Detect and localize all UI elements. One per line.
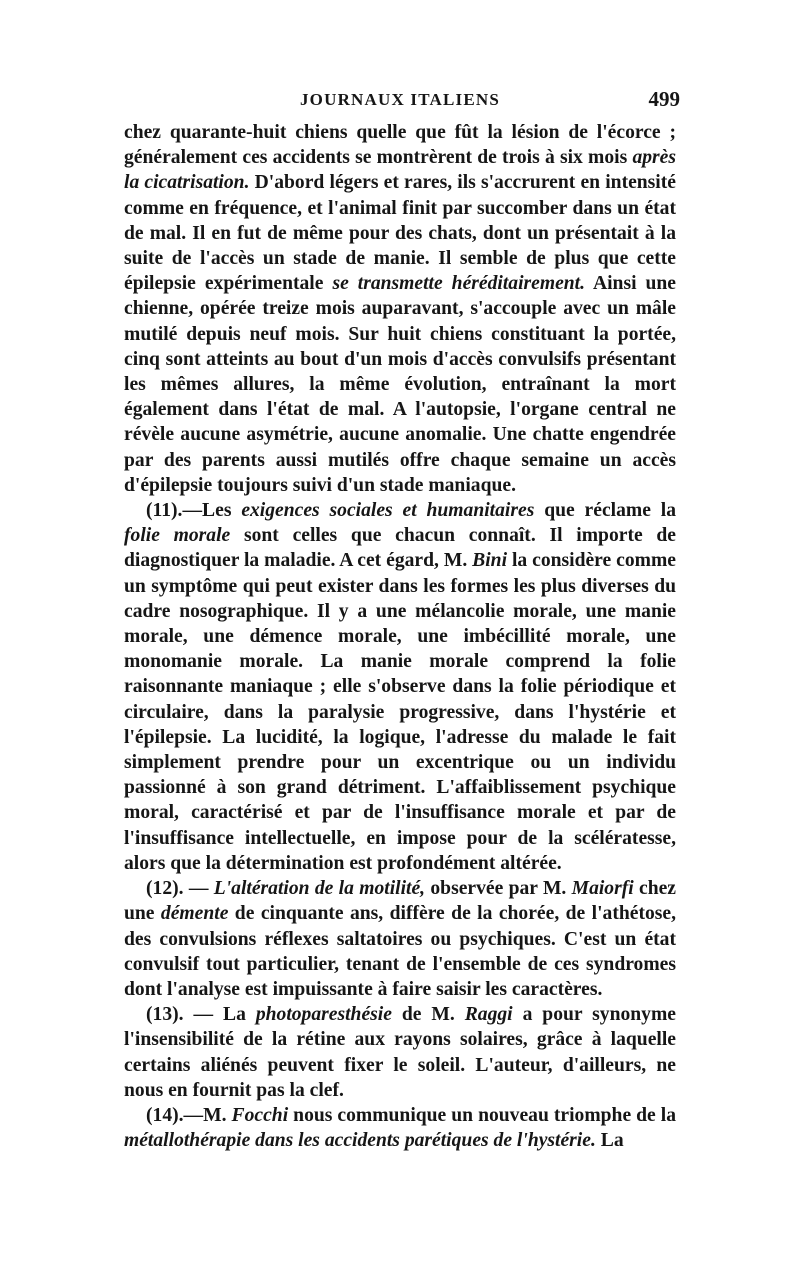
text-segment: (14).—M. (146, 1104, 232, 1126)
italic-text-segment: se transmette héréditairement. (332, 273, 586, 295)
italic-text-segment: Focchi (231, 1104, 289, 1126)
italic-text-segment: Maiorfi (571, 878, 634, 900)
text-segment: que réclame la (534, 500, 676, 522)
italic-text-segment: exigences sociales et humanitaires (241, 500, 535, 522)
italic-text-segment: L'altération de la motilité, (213, 878, 426, 900)
italic-text-segment: Bini (472, 550, 508, 572)
text-segment: nous communique un nouveau triomphe de la (288, 1104, 676, 1126)
italic-text-segment: photoparesthésie (255, 1004, 392, 1026)
paragraph (124, 1002, 676, 1103)
italic-text-segment: métallothérapie dans les accidents parétiques de l'hystérie. (124, 1130, 596, 1152)
text-segment: observée par M. (425, 878, 572, 900)
paragraph (124, 1103, 676, 1153)
text-segment: Ainsi une chienne, opérée treize mois auparavant, s'accouple avec un mâle mutilé depuis neuf mois. Sur huit chiens constituant la portée, cinq sont atteints au bout d'un mois d'accès convulsifs présentant les mêmes allures, la même évolution, entraînant la mort également dans l'état de mal. A l'autopsie, l'organe central ne révèle aucune asymétrie, aucune anomalie. Une chatte engendrée par des parents aussi mutilés offre chaque semaine un accès d'épilepsie toujours suivi d'un stade maniaque. (124, 273, 676, 496)
italic-text-segment: Raggi (464, 1004, 513, 1026)
italic-text-segment: folie morale (124, 525, 231, 547)
text-segment: la considère comme un symptôme qui peut exister dans les formes les plus diverses du cadre nosographique. Il y a une mélancolie morale, une manie morale, une démence morale, une imbécillité morale, une monomanie morale. La manie morale comprend la folie raisonnante maniaque ; elle s'observe dans la folie périodique et circulaire, dans la paralysie progressive, dans l'hystérie et l'épilepsie. La lucidité, la logique, l'adresse du malade le fait simplement prendre pour un excentrique ou un individu passionné à son grand détriment. L'affaiblissement psychique moral, caractérisé et par de l'insuffisance morale et par de l'insuffisance intellectuelle, en impose pour de la scélératesse, alors que la détermination est profondément altérée. (124, 550, 676, 874)
paragraph (124, 120, 676, 498)
text-segment: de M. (391, 1004, 465, 1026)
paragraph (124, 498, 676, 876)
page-number: 499 (648, 87, 680, 111)
text-segment: a pour synonyme l'insensibilité de la rétine aux rayons solaires, grâce à laquelle certains aliénés peuvent fixer le soleil. L'auteur, d'ailleurs, ne nous en fournit pas la clef. (124, 1004, 676, 1101)
running-title: JOURNAUX ITALIENS (299, 90, 501, 109)
text-segment: chez une (124, 878, 676, 925)
running-head (120, 87, 680, 116)
text-segment: chez quarante-huit chiens quelle que fût la lésion de l'écorce ; généralement ces accidents se montrèrent de trois à six mois (124, 122, 676, 169)
text-segment: D'abord légers et rares, ils s'accrurent en intensité comme en fréquence, et l'animal finit par succomber dans un état de mal. Il en fut de même pour des chats, dont un présentait à la suite de l'accès un stade de manie. Il semble de plus que cette épilepsie expérimentale (124, 172, 676, 295)
italic-text-segment: démente (160, 903, 229, 925)
text-segment: de cinquante ans, diffère de la chorée, de l'athétose, des convulsions réflexes saltatoires ou psychiques. C'est un état convulsif tout particulier, tenant de l'ensemble de ces syndromes dont l'analyse est impuissante à faire saisir les caractères. (124, 903, 676, 1000)
text-segment: (11).—Les (146, 500, 242, 522)
body-text (124, 120, 676, 1153)
text-segment: sont celles que chacun connaît. Il importe de diagnostiquer la maladie. A cet égard, M. (124, 525, 676, 572)
paragraph (124, 876, 676, 1002)
text-segment: (12). — (146, 878, 214, 900)
italic-text-segment: après la cicatrisation. (124, 147, 676, 194)
text-segment: (13). — La (146, 1004, 256, 1026)
text-segment: La (595, 1130, 624, 1152)
